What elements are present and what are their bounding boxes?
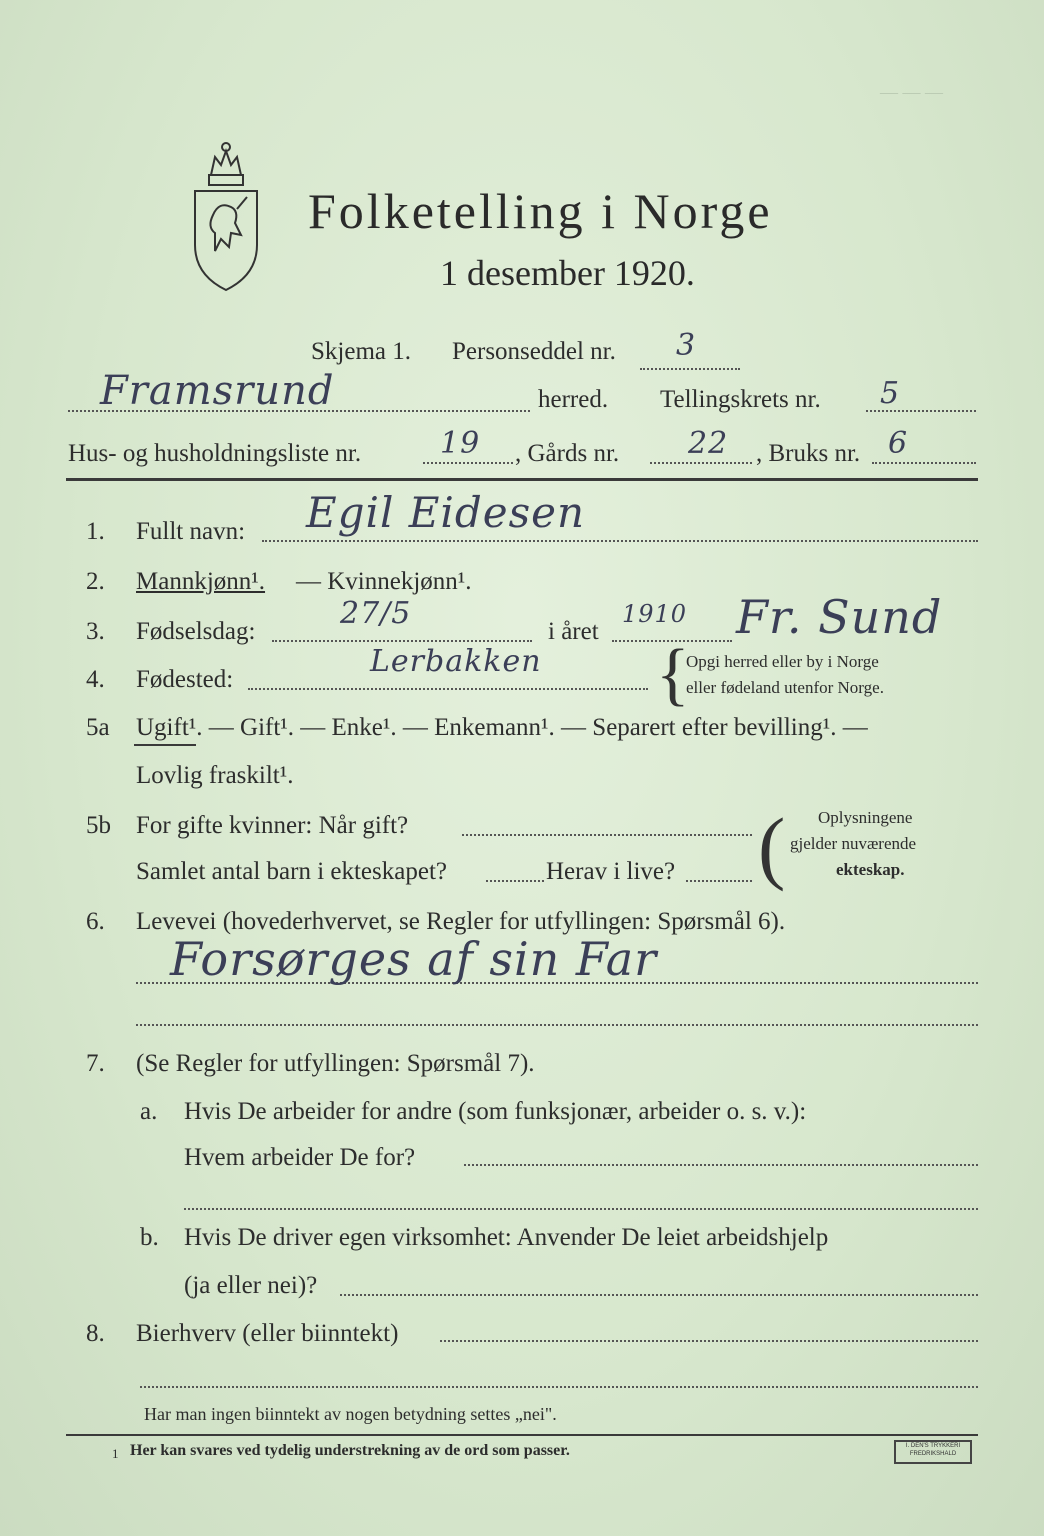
- q5b-number: 5b: [86, 812, 111, 839]
- q7a-letter: a.: [140, 1098, 158, 1125]
- q1-label: Fullt navn:: [136, 518, 246, 545]
- q7a-question: Hvem arbeider De for?: [184, 1144, 416, 1171]
- hus-value[interactable]: 19: [440, 426, 481, 461]
- q6-line2: [136, 1024, 978, 1026]
- tellingskrets-value[interactable]: 5: [880, 376, 901, 411]
- q4-note-line1: Opgi herred eller by i Norge: [686, 652, 879, 671]
- gards-value[interactable]: 22: [688, 426, 729, 461]
- q5b-note-line1: Oplysningene: [818, 808, 913, 827]
- q3-label: Fødselsdag:: [136, 618, 256, 645]
- q8-number: 8.: [86, 1320, 105, 1347]
- printer-mark-line2: FREDRIKSHALD: [909, 1451, 957, 1457]
- q5b-label: For gifte kvinner: Når gift?: [136, 812, 409, 839]
- q8-label: Bierhverv (eller biinntekt): [136, 1320, 399, 1347]
- skjema-label: Skjema 1.: [311, 338, 411, 365]
- q2-option-male[interactable]: Mannkjønn¹.: [136, 568, 266, 595]
- q6-value[interactable]: Forsørges af sin Far: [170, 932, 658, 986]
- q1-line: [262, 540, 978, 542]
- q5b-children-line: [486, 880, 544, 882]
- q2-option-female[interactable]: — Kvinnekjønn¹.: [296, 568, 472, 595]
- footer-divider: [66, 1434, 978, 1436]
- q5b-children-label: Samlet antal barn i ekteskapet?: [136, 858, 447, 885]
- q2-number: 2.: [86, 568, 105, 595]
- q4-label: Fødested:: [136, 666, 234, 693]
- q5b-brace: (: [758, 801, 786, 892]
- q5b-line: [462, 834, 752, 836]
- q7b-letter: b.: [140, 1224, 159, 1251]
- q8-line2: [140, 1386, 978, 1388]
- section-divider: [66, 478, 978, 481]
- q8-line1: [440, 1340, 978, 1342]
- personseddel-value[interactable]: 3: [676, 328, 697, 363]
- show-through-text: — — —: [880, 82, 943, 102]
- bruks-label: , Bruks nr.: [756, 440, 861, 467]
- q7b-line: [340, 1294, 978, 1296]
- gards-line: [650, 462, 752, 464]
- q5b-alive-line: [686, 880, 752, 882]
- tellingskrets-label: Tellingskrets nr.: [660, 386, 821, 413]
- printer-mark-line1: I. DEN'S TRYKKERI: [905, 1443, 961, 1449]
- footnote-text: Her kan svares ved tydelig understrekning av de ord som passer.: [130, 1442, 570, 1459]
- q6-number: 6.: [86, 908, 105, 935]
- q4-number: 4.: [86, 666, 105, 693]
- coat-of-arms-icon: [185, 135, 267, 295]
- q1-value[interactable]: Egil Eidesen: [306, 488, 586, 537]
- footer-note: Har man ingen biinntekt av nogen betydning settes „nei".: [144, 1404, 557, 1424]
- q4-value[interactable]: Lerbakken: [370, 644, 542, 679]
- q7b-label: Hvis De driver egen virksomhet: Anvender De leiet arbeidshjelp: [184, 1224, 829, 1251]
- q1-number: 1.: [86, 518, 105, 545]
- q7b-question: (ja eller nei)?: [184, 1272, 318, 1299]
- q5b-note-line2: gjelder nuværende: [790, 834, 917, 853]
- q7a-line1: [464, 1164, 978, 1166]
- q3-extra-note[interactable]: Fr. Sund: [736, 590, 943, 644]
- personseddel-line: [640, 368, 740, 370]
- personseddel-label: Personseddel nr.: [452, 338, 616, 365]
- hus-line: [423, 462, 513, 464]
- hus-label: Hus- og husholdningsliste nr.: [68, 440, 362, 467]
- q7-label: (Se Regler for utfyllingen: Spørsmål 7).: [136, 1050, 535, 1077]
- q3-year-label: i året: [548, 618, 599, 645]
- q7a-label: Hvis De arbeider for andre (som funksjonær, arbeider o. s. v.):: [184, 1098, 807, 1125]
- bruks-line: [872, 462, 976, 464]
- herred-value[interactable]: Framsrund: [100, 368, 335, 414]
- q6-label: Levevei (hovederhvervet, se Regler for utfyllingen: Spørsmål 6).: [136, 908, 786, 935]
- q5a-underline-ugift: [134, 744, 196, 746]
- q3-line: [272, 640, 532, 642]
- q5a-number: 5a: [86, 714, 110, 741]
- q3-value[interactable]: 27/5: [340, 596, 412, 631]
- page-title: Folketelling i Norge: [308, 183, 773, 239]
- census-date: 1 desember 1920.: [440, 253, 695, 293]
- bruks-value[interactable]: 6: [888, 426, 909, 461]
- q7a-line2: [184, 1208, 978, 1210]
- gards-label: , Gårds nr.: [515, 440, 620, 467]
- q4-note-line2: eller fødeland utenfor Norge.: [686, 678, 884, 697]
- q5b-alive-label: Herav i live?: [546, 858, 676, 885]
- q4-line: [248, 688, 648, 690]
- q3-number: 3.: [86, 618, 105, 645]
- q7-number: 7.: [86, 1050, 105, 1077]
- footnote-number: 1: [112, 1446, 119, 1461]
- printer-mark: [894, 1440, 972, 1464]
- q4-brace: {: [656, 636, 690, 713]
- q5b-note-line3: ekteskap.: [836, 860, 905, 879]
- q5a-options[interactable]: Ugift¹. — Gift¹. — Enke¹. — Enkemann¹. — Separert efter bevilling¹. —: [136, 714, 868, 741]
- q3-year-value[interactable]: 1910: [622, 600, 688, 628]
- herred-label: herred.: [538, 386, 609, 413]
- q5a-options-line2[interactable]: Lovlig fraskilt¹.: [136, 762, 294, 789]
